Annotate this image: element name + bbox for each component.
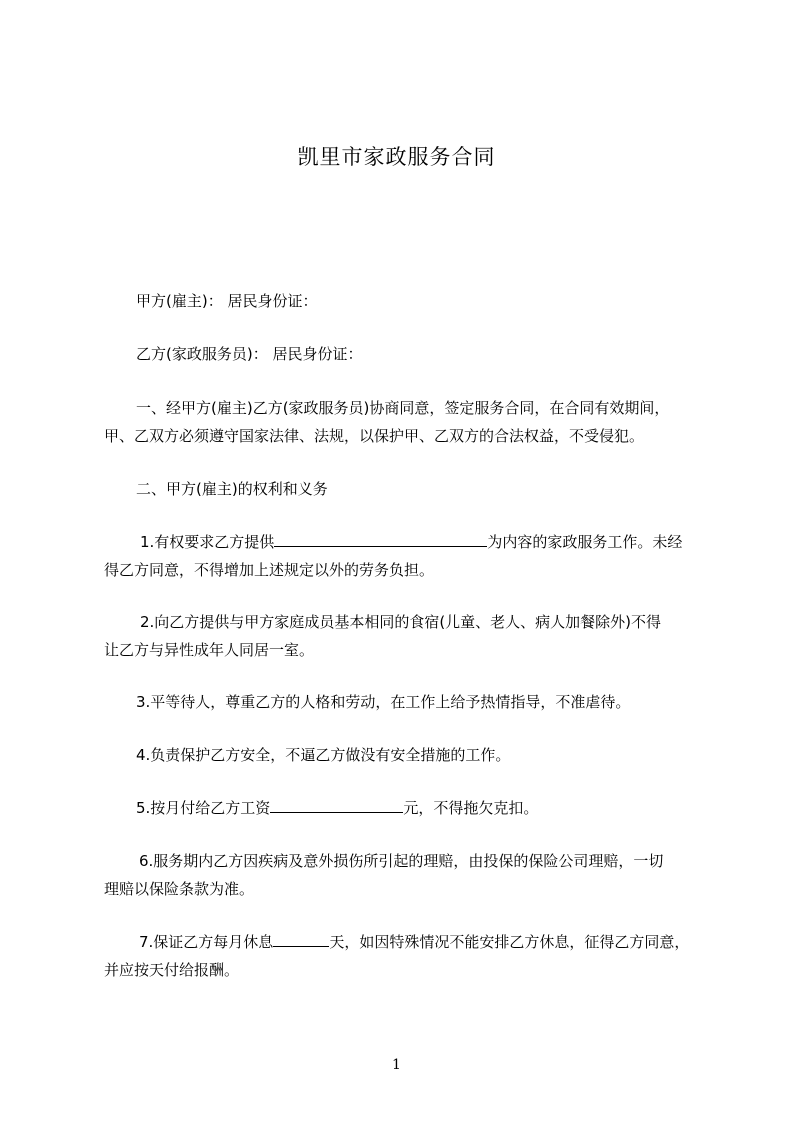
item-6-line-1: 6.服务期内乙方因疾病及意外损伤所引起的理赔，由投保的保险公司理赔，一切 xyxy=(139,852,664,870)
item-1-prefix: 1.有权要求乙方提供 xyxy=(140,533,275,551)
party-b-line: 乙方(家政服务员)： 居民身份证： xyxy=(136,345,363,363)
salary-blank xyxy=(270,798,403,813)
item-7-suffix: 天，如因特殊情况不能安排乙方休息，征得乙方同意， xyxy=(329,933,690,951)
rest-days-blank xyxy=(273,932,329,947)
item-1-line-1 xyxy=(140,532,682,552)
item-5-suffix: 元，不得拖欠克扣。 xyxy=(403,799,539,817)
item-7-line-2: 并应按天付给报酬。 xyxy=(104,961,240,979)
item-1-line-2: 得乙方同意，不得增加上述规定以外的劳务负担。 xyxy=(104,561,435,579)
service-content-blank xyxy=(274,532,487,547)
item-7-line-1 xyxy=(139,932,689,952)
document-title: 凯里市家政服务合同 xyxy=(297,145,496,169)
item-6-line-2: 理赔以保险条款为准。 xyxy=(104,880,255,898)
item-4-line: 4.负责保护乙方安全，不逼乙方做没有安全措施的工作。 xyxy=(136,746,511,764)
item-3-line: 3.平等待人，尊重乙方的人格和劳动，在工作上给予热情指导，不准虐待。 xyxy=(136,693,631,711)
item-2-line-1: 2.向乙方提供与甲方家庭成员基本相同的食宿(儿童、老人、病人加餐除外)不得 xyxy=(140,613,662,631)
clause-1-line-2: 甲、乙双方必须遵守国家法律、法规，以保护甲、乙双方的合法权益，不受侵犯。 xyxy=(104,427,645,445)
item-5-line xyxy=(136,798,538,818)
item-5-prefix: 5.按月付给乙方工资 xyxy=(136,799,271,817)
party-a-line: 甲方(雇主)： 居民身份证： xyxy=(136,292,318,310)
page-number: 1 xyxy=(392,1057,401,1073)
clause-1-line-1: 一、经甲方(雇主)乙方(家政服务员)协商同意，签定服务合同，在合同有效期间， xyxy=(136,399,670,417)
clause-2-heading: 二、甲方(雇主)的权利和义务 xyxy=(136,480,328,498)
item-2-line-2: 让乙方与异性成年人同居一室。 xyxy=(104,641,315,659)
item-7-prefix: 7.保证乙方每月休息 xyxy=(139,933,274,951)
item-1-suffix: 为内容的家政服务工作。未经 xyxy=(487,533,683,551)
